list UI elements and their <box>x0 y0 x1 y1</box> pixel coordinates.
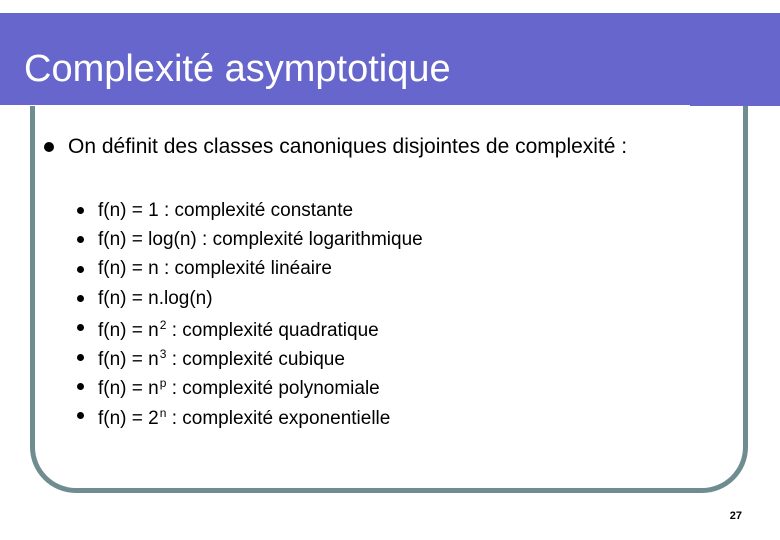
formula-base: f(n) = n <box>98 378 159 400</box>
formula-base: f(n) = n <box>98 319 159 341</box>
formula-base: f(n) = n <box>98 349 159 371</box>
list-item <box>77 401 423 430</box>
class-label: : complexité polynomiale <box>166 378 380 400</box>
list-item-text <box>98 401 390 431</box>
title-bar <box>0 13 780 106</box>
main-bullet-item <box>43 133 627 161</box>
list-item-text: f(n) = log(n) : complexité logarithmique <box>98 228 423 250</box>
page-number: 27 <box>729 510 742 522</box>
main-bullet-text: On définit des classes canoniques disjointes de complexité : <box>68 135 628 158</box>
bullet-icon <box>77 383 84 390</box>
list-item-text <box>98 342 345 372</box>
class-label: : complexité exponentielle <box>166 407 391 429</box>
list-item-text: f(n) = 1 : complexité constante <box>98 199 354 221</box>
bullet-icon <box>44 142 54 152</box>
list-item <box>77 342 423 371</box>
bullet-icon <box>77 266 84 273</box>
list-item <box>77 196 423 225</box>
exponent: n <box>159 405 167 420</box>
list-item-text <box>98 313 379 343</box>
list-item-text <box>98 371 380 401</box>
bullet-icon <box>77 295 84 302</box>
class-label: : complexité quadratique <box>166 319 379 341</box>
exponent: 2 <box>159 317 167 332</box>
list-item <box>77 225 423 254</box>
list-item <box>77 313 423 342</box>
list-item <box>77 284 423 313</box>
complexity-class-list <box>77 196 423 430</box>
bullet-icon <box>77 354 84 361</box>
list-item <box>77 372 423 401</box>
bullet-icon <box>77 236 84 243</box>
bullet-icon <box>77 324 84 331</box>
exponent: 3 <box>159 347 167 362</box>
formula-base: f(n) = 2 <box>98 407 159 429</box>
exponent: p <box>159 376 167 391</box>
class-label: : complexité cubique <box>166 349 345 371</box>
list-item-text: f(n) = n.log(n) <box>98 287 213 309</box>
bullet-icon <box>77 412 84 419</box>
list-item-text: f(n) = n : complexité linéaire <box>98 258 332 280</box>
slide-title: Complexité asymptotique <box>24 48 451 90</box>
bullet-icon <box>77 207 84 214</box>
list-item <box>77 255 423 284</box>
